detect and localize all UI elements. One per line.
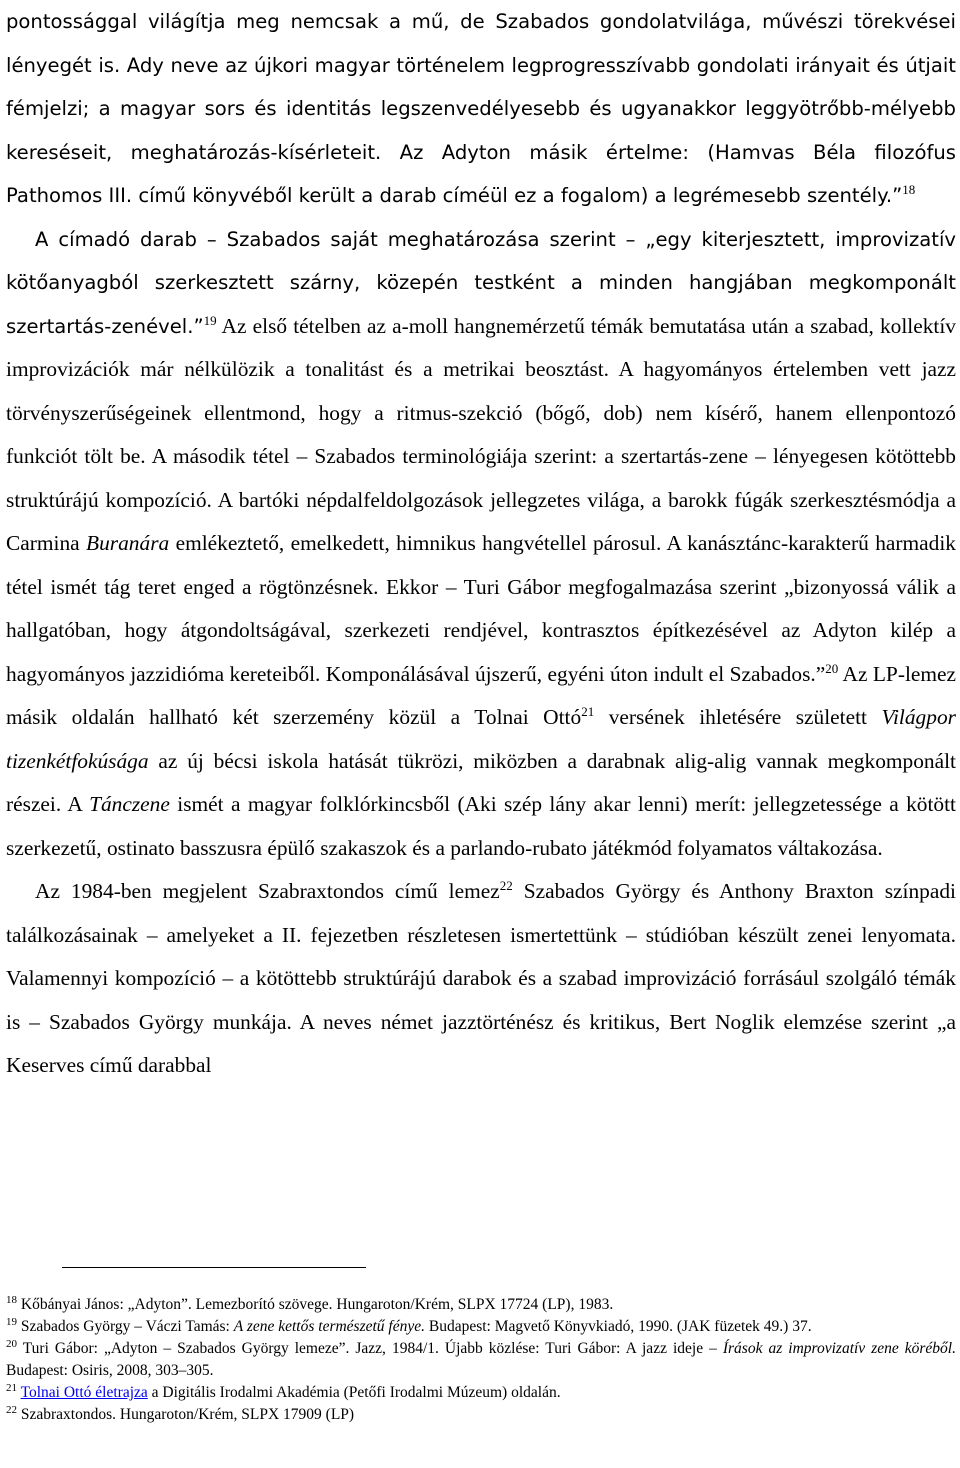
- footnote-marker: 19: [203, 312, 217, 328]
- footnote-marker: 20: [825, 660, 839, 676]
- footnotes: [6, 1294, 956, 1426]
- text-run: Budapest: Osiris, 2008, 303–305.: [6, 1362, 214, 1379]
- footnote-marker: 20: [6, 1338, 17, 1350]
- text-run: A címadó darab – Szabados saját meghatározása szerint – „egy kiterjesztett, improvizatív kötőanyagból szerkesztett szárny, közepén testként a minden hangjában megkomponált szertartás-zenével.”: [6, 227, 956, 338]
- text-run: Kőbányai János: „Adyton”. Lemezborító szövege. Hungaroton/Krém, SLPX 17724 (LP), 1983.: [17, 1296, 614, 1313]
- text-run: Szabados György – Váczi Tamás:: [17, 1318, 234, 1335]
- italic-text: Világpor tizenkétfokúsága: [6, 705, 956, 773]
- paragraph: [6, 218, 956, 871]
- text-run: a Digitális Irodalmi Akadémia (Petőfi Irodalmi Múzeum) oldalán.: [147, 1384, 561, 1401]
- text-run: pontossággal világítja meg nemcsak a mű, de Szabados gondolatvilága, művészi törekvései lényegét is. Ady neve az újkori magyar történelem legprogresszívabb gondolati irányait és útjait fémjelzi; a magyar sors és identitás legszenvedélyesebb és ugyanakkor leggyötrőbb-mélyebb kereséseit, meghatározás-kísérleteit. Az Adyton másik értelme: (Hamvas Béla filozófus Pathomos III. című könyvéből került a darab címéül ez a fogalom) a legrémesebb szentély.”: [6, 10, 956, 207]
- text-run: az új bécsi iskola hatását tükrözi, miközben a darabnak alig-alig vannak megkomponált részei. A: [6, 748, 956, 816]
- body-text: [6, 0, 956, 1088]
- text-run: Az első tételben az a-moll hangnemérzetű témák bemutatása után a szabad, kollektív improvizációk már nélkülözik a tonalitást és a metrikai beosztást. A hagyományos értelemben vett jazz törvényszerűségeinek ellentmond, hogy a ritmus-szekció (bőgő, dob) nem kísérő, hanem ellenpontozó funkciót tölt be. A második tétel – Szabados terminológiája szerint: a szertartás-zene – lényegesen kötöttebb struktúrájú kompozíció. A bartóki népdalfeldolgozások jellegzetes világa, a barokk fúgák szerkesztésmódja a Carmina: [6, 313, 956, 555]
- footnote-marker: 18: [6, 1294, 17, 1306]
- text-run: Budapest: Magvető Könyvkiadó, 1990. (JAK füzetek 49.) 37.: [425, 1318, 812, 1335]
- footnote-marker: 22: [499, 878, 513, 893]
- text-run: ismét a magyar folklórkincsből (Aki szép lány akar lenni) merít: jellegzetessége a kötött szerkezetű, ostinato basszusra épülő szakaszok és a parlando-rubato játékmód folyamatos váltakozása.: [6, 792, 956, 860]
- footnote-marker: 21: [6, 1382, 17, 1394]
- text-run: emlékeztető, emelkedett, himnikus hangvétellel párosul. A kanásztánc-karakterű harmadik tétel ismét tág teret enged a rögtönzésnek. Ekkor – Turi Gábor megfogalmazása szerint „bizonyossá válik a hallgatóban, hogy átgondoltságával, szerkezeti rendjével, kontrasztos építkezésével az Adyton kilép a hagyományos jazzidióma kereteiből. Komponálásával újszerű, egyéni úton indult el Szabados.”: [6, 531, 956, 686]
- text-run: versének ihletésére született: [594, 705, 882, 729]
- footnote-marker: 21: [581, 704, 595, 719]
- footnote: [6, 1338, 956, 1382]
- text-run: Szabados György és Anthony Braxton színpadi találkozásainak – amelyeket a II. fejezetben részletesen ismertettünk – stúdióban készült zenei lenyomata. Valamennyi kompozíció – a kötöttebb struktúrájú darabok és a szabad improvizáció forrásául szolgáló témák is – Szabados György munkája. A neves német jazztörténész és kritikus, Bert Noglik elemzése szerint „a Keserves című darabbal: [6, 879, 957, 1077]
- footnote: [6, 1316, 956, 1338]
- paragraph: [6, 0, 956, 218]
- paragraph: [6, 870, 956, 1088]
- footnote-marker: 18: [902, 182, 916, 197]
- footnote: [6, 1404, 956, 1426]
- italic-text: Buranára: [86, 531, 170, 555]
- footnote-marker: 22: [6, 1404, 17, 1416]
- link[interactable]: Tolnai Ottó életrajza: [20, 1384, 148, 1401]
- text-run: Az 1984-ben megjelent Szabraxtondos című lemez: [35, 879, 500, 903]
- footnote: [6, 1382, 956, 1404]
- footnote: [6, 1294, 956, 1316]
- italic-text: A zene kettős természetű fénye.: [233, 1318, 425, 1335]
- text-run: Az LP-lemez másik oldalán hallható két szerzemény közül a Tolnai Ottó: [6, 661, 957, 729]
- italic-text: Tánczene: [89, 792, 170, 816]
- text-run: Turi Gábor: „Adyton – Szabados György lemeze”. Jazz, 1984/1. Újabb közlése: Turi Gábor: A jazz ideje –: [17, 1340, 723, 1357]
- footnote-marker: 19: [6, 1316, 17, 1328]
- text-run: Szabraxtondos. Hungaroton/Krém, SLPX 17909 (LP): [17, 1406, 355, 1423]
- italic-text: Írások az improvizatív zene köréből.: [722, 1340, 956, 1357]
- footnote-separator: [62, 1267, 366, 1268]
